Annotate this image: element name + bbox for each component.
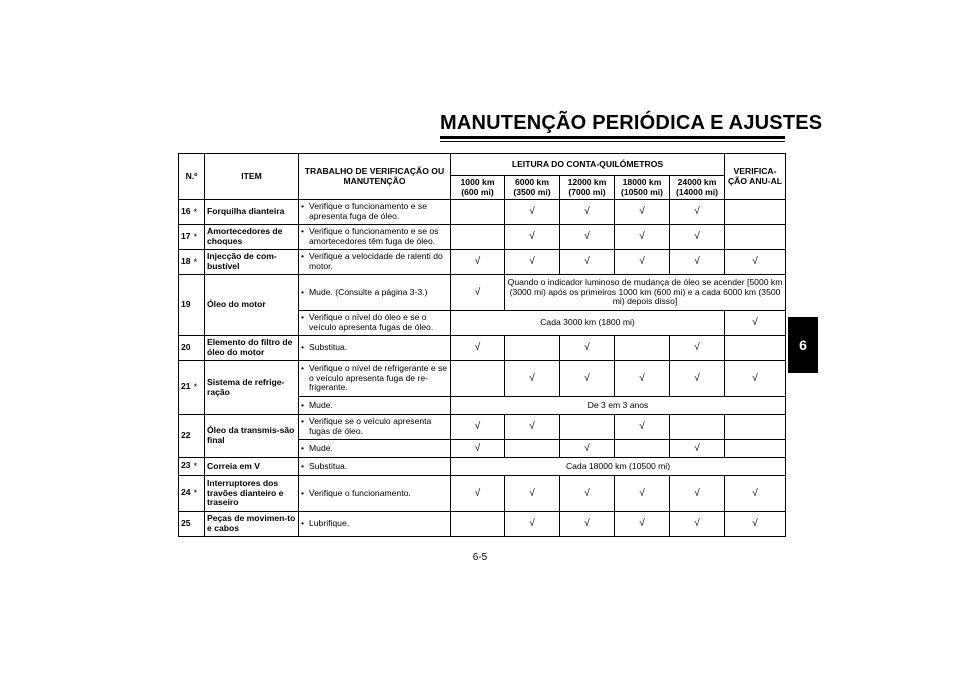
table-row: [179, 275, 786, 311]
row-number: 17 *: [179, 225, 205, 250]
check-cell: √: [505, 415, 560, 440]
check-cell: √: [505, 200, 560, 225]
check-cell: [615, 440, 670, 458]
page-number: 6-5: [472, 552, 488, 563]
row-number: 19: [179, 275, 205, 336]
chapter-tab: 6: [788, 317, 818, 373]
check-cell: √: [670, 440, 725, 458]
check-cell: √: [505, 250, 560, 275]
row-work: • Verifique a velocidade de ralenti do motor.: [299, 250, 451, 275]
row-item: Injecção de com-bustível: [205, 250, 299, 275]
row-number: 20: [179, 336, 205, 361]
header-interval: 1000 km (600 mi): [451, 176, 505, 200]
table-row: [179, 225, 786, 250]
header-work: TRABALHO DE VERIFICAÇÃO OU MANUTENÇÃO: [299, 154, 451, 200]
row-work: • Mude.: [299, 440, 451, 458]
check-cell: [615, 336, 670, 361]
annual-check-cell: [725, 225, 786, 250]
check-cell: √: [670, 361, 725, 397]
check-cell: √: [451, 336, 505, 361]
check-cell: √: [670, 200, 725, 225]
check-cell: [451, 200, 505, 225]
table-row: [179, 512, 786, 537]
row-item: Correia em V: [205, 458, 299, 476]
check-cell: √: [670, 250, 725, 275]
row-number: 23 *: [179, 458, 205, 476]
check-cell: [505, 440, 560, 458]
table-row: [179, 458, 786, 476]
check-cell: √: [505, 512, 560, 537]
row-work: • Mude.: [299, 397, 451, 415]
interval-note: De 3 em 3 anos: [451, 397, 786, 415]
table-row: [179, 336, 786, 361]
check-cell: [451, 225, 505, 250]
check-cell: [505, 336, 560, 361]
row-work: • Verifique o funcionamento.: [299, 476, 451, 512]
annual-check-cell: [725, 440, 786, 458]
check-cell: [451, 361, 505, 397]
check-cell: √: [451, 275, 505, 311]
row-number: 18 *: [179, 250, 205, 275]
check-cell: √: [560, 512, 615, 537]
row-number: 21 *: [179, 361, 205, 415]
page-title: MANUTENÇÃO PERIÓDICA E AJUSTES: [440, 112, 823, 134]
header-annual: VERIFICA-ÇÃO ANU-AL: [725, 154, 786, 200]
annual-check-cell: √: [725, 311, 786, 336]
row-item: Óleo do motor: [205, 275, 299, 336]
header-interval: 6000 km (3500 mi): [505, 176, 560, 200]
header-interval: 24000 km (14000 mi): [670, 176, 725, 200]
check-cell: √: [560, 336, 615, 361]
row-work: • Mude. (Consulte a página 3-3.): [299, 275, 451, 311]
title-rule: [440, 136, 785, 139]
check-cell: √: [505, 476, 560, 512]
row-work: • Verifique se o veículo apresenta fugas de óleo.: [299, 415, 451, 440]
table-row: [179, 361, 786, 397]
row-number: 25: [179, 512, 205, 537]
interval-note: Cada 3000 km (1800 mi): [451, 311, 725, 336]
check-cell: √: [615, 225, 670, 250]
row-work: • Verifique o funcionamento e se os amortecedores têm fuga de óleo.: [299, 225, 451, 250]
check-cell: √: [451, 440, 505, 458]
row-number: 24 *: [179, 476, 205, 512]
check-cell: √: [451, 476, 505, 512]
check-cell: √: [670, 336, 725, 361]
row-item: Sistema de refrige-ração: [205, 361, 299, 415]
maintenance-table: [178, 153, 786, 537]
check-cell: [560, 415, 615, 440]
row-item: Interruptores dos travões dianteiro e traseiro: [205, 476, 299, 512]
row-work: • Lubrifique.: [299, 512, 451, 537]
check-cell: √: [560, 225, 615, 250]
check-cell: √: [615, 200, 670, 225]
check-cell: √: [560, 476, 615, 512]
row-work: • Verifique o nível de refrigerante e se o veículo apresenta fuga de re-frigerante.: [299, 361, 451, 397]
row-work: • Verifique o funcionamento e se apresenta fuga de óleo.: [299, 200, 451, 225]
annual-check-cell: [725, 336, 786, 361]
row-work: • Substitua.: [299, 336, 451, 361]
annual-check-cell: √: [725, 250, 786, 275]
row-item: Elemento do filtro de óleo do motor: [205, 336, 299, 361]
annual-check-cell: [725, 200, 786, 225]
title-rule-thin: [440, 141, 785, 142]
row-item: Peças de movimen-to e cabos: [205, 512, 299, 537]
row-item: Amortecedores de choques: [205, 225, 299, 250]
table-row: [179, 250, 786, 275]
check-cell: [451, 512, 505, 537]
row-item: Forquilha dianteira: [205, 200, 299, 225]
check-cell: √: [615, 512, 670, 537]
check-cell: √: [560, 200, 615, 225]
check-cell: √: [615, 476, 670, 512]
check-cell: √: [505, 225, 560, 250]
table-row: [179, 200, 786, 225]
check-cell: √: [560, 361, 615, 397]
table-row: [179, 476, 786, 512]
check-cell: √: [451, 415, 505, 440]
check-cell: √: [670, 476, 725, 512]
check-cell: √: [615, 415, 670, 440]
check-cell: √: [505, 361, 560, 397]
interval-note: Cada 18000 km (10500 mi): [451, 458, 786, 476]
header-interval: 18000 km (10500 mi): [615, 176, 670, 200]
check-cell: √: [670, 512, 725, 537]
annual-check-cell: √: [725, 476, 786, 512]
check-cell: √: [451, 250, 505, 275]
check-cell: [670, 415, 725, 440]
header-item: ITEM: [205, 154, 299, 200]
annual-check-cell: [725, 415, 786, 440]
header-odometer: LEITURA DO CONTA-QUILÓMETROS: [451, 154, 725, 176]
row-work: • Verifique o nível do óleo e se o veículo apresenta fugas de óleo.: [299, 311, 451, 336]
check-cell: √: [560, 250, 615, 275]
header-num: N.º: [179, 154, 205, 200]
annual-check-cell: √: [725, 361, 786, 397]
check-cell: √: [560, 440, 615, 458]
table-row: [179, 415, 786, 440]
interval-note: Quando o indicador luminoso de mudança de óleo se acender [5000 km (3000 mi) após os primeiros 1000 km (600 mi) e a cada 6000 km (3500 mi) depois disso]: [505, 275, 786, 311]
row-number: 22: [179, 415, 205, 458]
row-number: 16 *: [179, 200, 205, 225]
check-cell: √: [615, 361, 670, 397]
check-cell: √: [670, 225, 725, 250]
header-interval: 12000 km (7000 mi): [560, 176, 615, 200]
annual-check-cell: √: [725, 512, 786, 537]
row-work: • Substitua.: [299, 458, 451, 476]
check-cell: √: [615, 250, 670, 275]
row-item: Óleo da transmis-são final: [205, 415, 299, 458]
